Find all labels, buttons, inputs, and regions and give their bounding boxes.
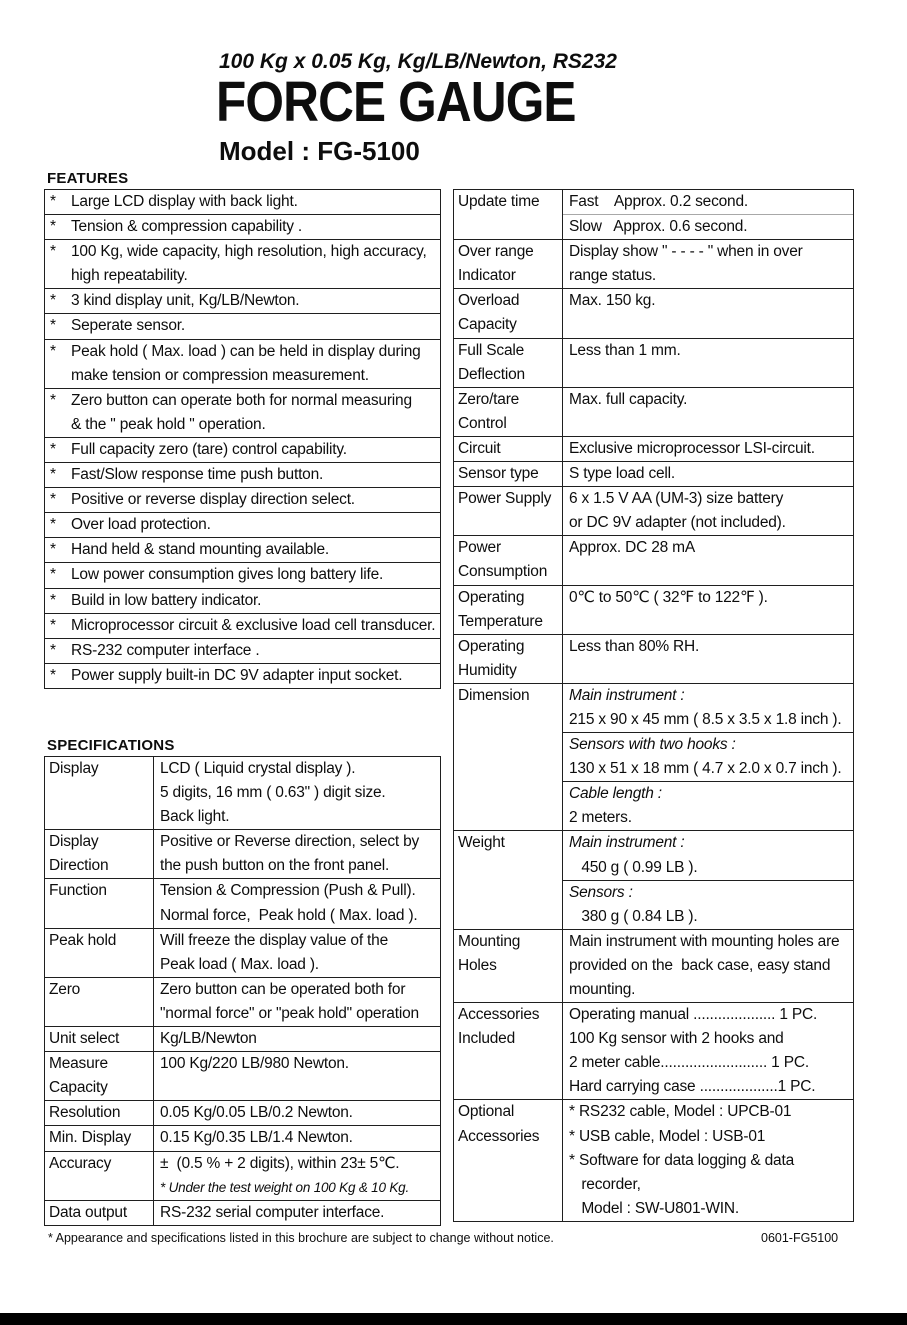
spec-label-cell <box>45 1101 154 1125</box>
spec-label-cell <box>45 830 154 878</box>
spec-value-cell <box>154 1126 440 1150</box>
right-spec-label-cell <box>454 635 563 683</box>
bullet-asterisk: * <box>50 516 57 534</box>
spec-value-line: ± (0.5 % + 2 digits), within 23± 5℃. <box>160 1154 400 1172</box>
right-spec-label-line: Holes <box>458 956 497 974</box>
spec-label-line: Capacity <box>49 1079 108 1097</box>
features-table <box>44 189 441 689</box>
spec-row <box>45 757 440 830</box>
right-spec-value-cell <box>563 462 853 486</box>
bullet-asterisk: * <box>50 317 57 335</box>
spec-label-line: Zero <box>49 980 81 998</box>
bullet-asterisk: * <box>50 616 57 634</box>
spec-value-line: Kg/LB/Newton <box>160 1030 257 1048</box>
right-spec-value-line: 2 meters. <box>569 809 632 827</box>
spec-row <box>45 1027 440 1052</box>
spec-value-line: * Under the test weight on 100 Kg & 10 Kg. <box>160 1179 410 1195</box>
bullet-asterisk: * <box>50 342 57 360</box>
features-heading: FEATURES <box>47 170 129 187</box>
spec-row <box>45 1126 440 1151</box>
specifications-table <box>44 756 441 1226</box>
right-spec-label-cell <box>454 289 563 337</box>
spec-row <box>45 830 440 879</box>
feature-line: Build in low battery indicator. <box>71 591 262 609</box>
feature-line: Large LCD display with back light. <box>71 193 298 210</box>
spec-row <box>45 978 440 1027</box>
bullet-asterisk: * <box>50 193 57 210</box>
spec-label-cell <box>45 879 154 927</box>
spec-value-line: the push button on the front panel. <box>160 857 390 875</box>
right-spec-label-cell <box>454 190 563 239</box>
right-spec-label-line: Circuit <box>458 439 501 457</box>
right-spec-row <box>454 635 853 684</box>
right-spec-value-group <box>563 240 853 288</box>
bullet-asterisk: * <box>50 666 57 684</box>
feature-line: Full capacity zero (tare) control capability. <box>71 440 347 458</box>
spec-value-group <box>154 879 440 927</box>
right-spec-value-line: Fast Approx. 0.2 second. <box>569 193 748 210</box>
spec-label-line: Display <box>49 833 99 851</box>
right-spec-label-line: Full Scale <box>458 341 525 359</box>
right-spec-value-group <box>563 215 853 239</box>
right-spec-value-line: Approx. DC 28 mA <box>569 539 696 557</box>
spec-value-group <box>154 978 440 1026</box>
feature-line: Microprocessor circuit & exclusive load cell transducer. <box>71 616 436 634</box>
spec-value-cell <box>154 978 440 1026</box>
right-spec-label-cell <box>454 339 563 387</box>
right-spec-label-cell <box>454 684 563 831</box>
right-spec-label-line: Accessories <box>458 1006 540 1024</box>
feature-row <box>45 190 440 215</box>
bullet-asterisk: * <box>50 391 57 409</box>
right-spec-label-line: Humidity <box>458 661 517 679</box>
right-spec-value-group <box>563 487 853 535</box>
right-spec-label-line: Accessories <box>458 1127 540 1145</box>
feature-row <box>45 289 440 314</box>
bullet-asterisk: * <box>50 243 57 261</box>
spec-label-line: Function <box>49 882 107 900</box>
feature-text <box>71 589 440 613</box>
right-spec-label-cell <box>454 1003 563 1099</box>
right-spec-value-group <box>563 462 853 486</box>
right-spec-row <box>454 586 853 635</box>
spec-value-cell <box>154 757 440 829</box>
feature-text <box>71 488 440 512</box>
spec-label-line: Peak hold <box>49 931 117 949</box>
spec-value-cell <box>154 1152 440 1200</box>
spec-value-line: Tension & Compression (Push & Pull). <box>160 882 416 900</box>
right-spec-label-line: Sensor type <box>458 465 539 483</box>
spec-value-group <box>154 1027 440 1051</box>
feature-line: high repeatability. <box>71 267 188 285</box>
right-spec-label-line: Indicator <box>458 267 516 285</box>
spec-value-line: 0.15 Kg/0.35 LB/1.4 Newton. <box>160 1129 353 1147</box>
right-spec-label-line: Included <box>458 1030 516 1048</box>
spec-value-line: Will freeze the display value of the <box>160 931 389 949</box>
spec-label-cell <box>45 757 154 829</box>
spec-label-cell <box>45 978 154 1026</box>
right-spec-value-line: * Software for data logging & data <box>569 1151 794 1169</box>
feature-row <box>45 215 440 240</box>
feature-line: RS-232 computer interface . <box>71 641 260 659</box>
right-spec-value-line: range status. <box>569 267 657 285</box>
right-spec-row <box>454 487 853 536</box>
spec-value-cell <box>154 1052 440 1100</box>
right-spec-value-line: or DC 9V adapter (not included). <box>569 514 786 532</box>
feature-row <box>45 488 440 513</box>
right-spec-value-group <box>563 339 853 363</box>
spec-value-group <box>154 1126 440 1150</box>
bullet-asterisk: * <box>50 641 57 659</box>
spec-value-line: Zero button can be operated both for <box>160 980 406 998</box>
spec-value-cell <box>154 929 440 977</box>
spec-value-line: Normal force, Peak hold ( Max. load ). <box>160 906 418 924</box>
right-spec-label-line: Dimension <box>458 686 530 704</box>
feature-line: 100 Kg, wide capacity, high resolution, high accuracy, <box>71 243 427 261</box>
right-spec-label-cell <box>454 240 563 288</box>
right-spec-value-line: S type load cell. <box>569 465 676 483</box>
bullet-asterisk: * <box>50 591 57 609</box>
right-spec-label-line: Deflection <box>458 365 525 383</box>
right-spec-value-cell <box>563 1003 853 1099</box>
spec-value-line: RS-232 serial computer interface. <box>160 1203 385 1221</box>
feature-row <box>45 438 440 463</box>
right-spec-value-group <box>563 437 853 461</box>
bullet-asterisk: * <box>50 218 57 236</box>
feature-text <box>71 639 440 663</box>
right-spec-row <box>454 684 853 832</box>
spec-value-line: 100 Kg/220 LB/980 Newton. <box>160 1055 349 1073</box>
feature-row <box>45 513 440 538</box>
right-spec-value-line: Hard carrying case ...................1 PC. <box>569 1078 816 1096</box>
right-spec-value-line: Cable length : <box>569 785 662 803</box>
right-spec-label-cell <box>454 586 563 634</box>
spec-label-line: Data output <box>49 1203 127 1221</box>
right-spec-label-line: Over range <box>458 243 534 261</box>
feature-row <box>45 240 440 289</box>
spec-label-line: Accuracy <box>49 1154 112 1172</box>
spec-label-line: Resolution <box>49 1104 121 1122</box>
right-spec-value-line: Max. 150 kg. <box>569 292 656 310</box>
right-spec-row <box>454 536 853 585</box>
feature-row <box>45 538 440 563</box>
right-spec-label-cell <box>454 930 563 1002</box>
spec-label-cell <box>45 1152 154 1200</box>
right-spec-label-cell <box>454 437 563 461</box>
right-spec-label-line: Capacity <box>458 316 517 334</box>
feature-line: Power supply built-in DC 9V adapter input socket. <box>71 666 403 684</box>
right-spec-row <box>454 289 853 338</box>
spec-label-line: Unit select <box>49 1030 120 1048</box>
spec-label-line: Measure <box>49 1055 108 1073</box>
bullet-asterisk: * <box>50 440 57 458</box>
feature-line: Hand held & stand mounting available. <box>71 541 329 559</box>
right-spec-row <box>454 339 853 388</box>
right-spec-label-line: Update time <box>458 193 540 210</box>
right-spec-value-line: Sensors : <box>569 883 633 901</box>
footer-code: 0601-FG5100 <box>761 1231 839 1245</box>
right-spec-value-group <box>563 388 853 412</box>
right-spec-value-line: * USB cable, Model : USB-01 <box>569 1127 766 1145</box>
right-spec-value-group <box>563 1003 853 1099</box>
spec-label-line: Direction <box>49 857 109 875</box>
spec-value-line: Positive or Reverse direction, select by <box>160 833 420 851</box>
right-spec-value-line: Sensors with two hooks : <box>569 736 736 754</box>
feature-text <box>71 563 440 587</box>
spec-row <box>45 929 440 978</box>
right-spec-value-group <box>563 831 853 880</box>
feature-line: & the " peak hold " operation. <box>71 415 266 433</box>
right-spec-value-group <box>563 684 853 733</box>
right-spec-value-cell <box>563 487 853 535</box>
right-spec-row <box>454 831 853 929</box>
right-spec-value-line: 380 g ( 0.84 LB ). <box>569 907 698 925</box>
right-spec-value-line: 0℃ to 50℃ ( 32℉ to 122℉ ). <box>569 588 768 606</box>
feature-text <box>71 463 440 487</box>
right-spec-value-line: 6 x 1.5 V AA (UM-3) size battery <box>569 490 784 508</box>
right-spec-label-line: Temperature <box>458 612 543 630</box>
product-title: FORCE GAUGE <box>216 70 576 134</box>
right-spec-value-line: Slow Approx. 0.6 second. <box>569 218 748 236</box>
spec-row <box>45 879 440 928</box>
feature-text <box>71 513 440 537</box>
right-spec-row <box>454 240 853 289</box>
right-spec-row <box>454 462 853 487</box>
spec-value-line: Peak load ( Max. load ). <box>160 955 319 973</box>
feature-line: make tension or compression measurement. <box>71 366 369 384</box>
right-spec-value-line: Main instrument with mounting holes are <box>569 932 840 950</box>
right-spec-value-group <box>563 1100 853 1220</box>
right-spec-value-line: Main instrument : <box>569 686 685 704</box>
bullet-asterisk: * <box>50 491 57 509</box>
spec-label-cell <box>45 1126 154 1150</box>
right-spec-value-cell <box>563 339 853 387</box>
feature-row <box>45 563 440 588</box>
right-spec-label-line: Consumption <box>458 563 548 581</box>
right-spec-label-line: Operating <box>458 637 525 655</box>
right-spec-value-group <box>563 733 853 782</box>
right-spec-label-line: Operating <box>458 588 525 606</box>
spec-label-cell <box>45 1201 154 1225</box>
right-spec-row <box>454 1100 853 1220</box>
right-spec-label-cell <box>454 388 563 436</box>
right-spec-value-line: mounting. <box>569 981 636 998</box>
footer-note: * Appearance and specifications listed in this brochure are subject to change without notice. <box>48 1231 554 1245</box>
spec-value-group <box>154 757 440 829</box>
right-spec-value-line: recorder, <box>569 1175 641 1193</box>
right-spec-value-line: Less than 1 mm. <box>569 341 681 359</box>
right-spec-value-line: Max. full capacity. <box>569 390 688 408</box>
feature-text <box>71 614 440 638</box>
right-spec-value-line: Display show " - - - - " when in over <box>569 243 803 261</box>
right-spec-value-group <box>563 782 853 830</box>
right-spec-value-cell <box>563 831 853 928</box>
feature-row <box>45 463 440 488</box>
right-spec-label-line: Control <box>458 414 507 432</box>
right-spec-value-line: 215 x 90 x 45 mm ( 8.5 x 3.5 x 1.8 inch ). <box>569 710 842 728</box>
feature-line: Over load protection. <box>71 516 211 534</box>
feature-line: Low power consumption gives long battery life. <box>71 566 384 584</box>
feature-line: Fast/Slow response time push button. <box>71 466 324 484</box>
spec-label-cell <box>45 1052 154 1100</box>
right-spec-value-group <box>563 635 853 659</box>
right-spec-value-group <box>563 930 853 1002</box>
spec-value-line: Back light. <box>160 808 230 826</box>
right-spec-value-cell <box>563 437 853 461</box>
right-spec-label-cell <box>454 536 563 584</box>
spec-label-line: Display <box>49 760 99 777</box>
right-spec-label-cell <box>454 1100 563 1220</box>
right-spec-value-cell <box>563 190 853 239</box>
feature-row <box>45 639 440 664</box>
spec-value-line: 0.05 Kg/0.05 LB/0.2 Newton. <box>160 1104 353 1122</box>
spec-row <box>45 1201 440 1225</box>
right-spec-value-cell <box>563 388 853 436</box>
spec-value-group <box>154 1152 440 1200</box>
right-spec-value-group <box>563 586 853 610</box>
right-spec-value-cell <box>563 930 853 1002</box>
spec-value-cell <box>154 1027 440 1051</box>
right-spec-value-line: provided on the back case, easy stand <box>569 956 831 974</box>
right-spec-value-line: * RS232 cable, Model : UPCB-01 <box>569 1103 792 1121</box>
bullet-asterisk: * <box>50 466 57 484</box>
feature-row <box>45 314 440 339</box>
feature-line: 3 kind display unit, Kg/LB/Newton. <box>71 292 300 310</box>
feature-row <box>45 614 440 639</box>
feature-text <box>71 538 440 562</box>
right-specifications-table <box>453 189 854 1222</box>
bullet-asterisk: * <box>50 566 57 584</box>
spec-value-cell <box>154 1101 440 1125</box>
right-spec-value-cell <box>563 289 853 337</box>
spec-value-group <box>154 1101 440 1125</box>
feature-row <box>45 340 440 389</box>
feature-line: Tension & compression capability . <box>71 218 302 236</box>
feature-line: Zero button can operate both for normal measuring <box>71 391 412 409</box>
feature-line: Seperate sensor. <box>71 317 185 335</box>
right-spec-row <box>454 388 853 437</box>
feature-text <box>71 340 440 388</box>
spec-row <box>45 1052 440 1101</box>
right-spec-row <box>454 190 853 240</box>
feature-text <box>71 664 440 688</box>
feature-text <box>71 215 440 239</box>
right-spec-value-line: Less than 80% RH. <box>569 637 700 655</box>
spec-label-cell <box>45 929 154 977</box>
right-spec-value-group <box>563 289 853 313</box>
spec-value-group <box>154 929 440 977</box>
right-spec-label-cell <box>454 831 563 928</box>
right-spec-value-cell <box>563 536 853 584</box>
spec-label-cell <box>45 1027 154 1051</box>
spec-label-line: Min. Display <box>49 1129 132 1147</box>
right-spec-value-line: 2 meter cable.......................... 1 PC. <box>569 1054 809 1072</box>
feature-text <box>71 190 440 214</box>
right-spec-value-group <box>563 881 853 929</box>
right-spec-value-cell <box>563 635 853 683</box>
feature-text <box>71 240 440 288</box>
product-subtitle: 100 Kg x 0.05 Kg, Kg/LB/Newton, RS232 <box>219 50 617 73</box>
right-spec-label-line: Mounting <box>458 932 521 950</box>
right-spec-value-line: 450 g ( 0.99 LB ). <box>569 858 698 876</box>
feature-line: Peak hold ( Max. load ) can be held in display during <box>71 342 421 360</box>
spec-value-cell <box>154 830 440 878</box>
feature-text <box>71 438 440 462</box>
bullet-asterisk: * <box>50 541 57 559</box>
right-spec-label-line: Power Supply <box>458 490 552 508</box>
right-spec-value-line: Operating manual .................... 1 PC. <box>569 1006 818 1024</box>
spec-value-group <box>154 830 440 878</box>
feature-text <box>71 289 440 313</box>
spec-value-group <box>154 1052 440 1076</box>
right-spec-label-cell <box>454 487 563 535</box>
right-spec-value-line: 130 x 51 x 18 mm ( 4.7 x 2.0 x 0.7 inch ). <box>569 760 842 778</box>
right-spec-label-line: Overload <box>458 292 520 310</box>
right-spec-value-line: 100 Kg sensor with 2 hooks and <box>569 1030 784 1048</box>
feature-text <box>71 389 440 437</box>
feature-row <box>45 389 440 438</box>
feature-row <box>45 589 440 614</box>
feature-row <box>45 664 440 688</box>
scan-bottom-bar <box>0 1313 907 1325</box>
specifications-heading: SPECIFICATIONS <box>47 737 175 754</box>
right-spec-label-line: Power <box>458 539 501 557</box>
feature-text <box>71 314 440 338</box>
right-spec-row <box>454 437 853 462</box>
right-spec-row <box>454 1003 853 1100</box>
right-spec-row <box>454 930 853 1003</box>
right-spec-value-cell <box>563 1100 853 1220</box>
right-spec-value-line: Exclusive microprocessor LSI-circuit. <box>569 439 815 457</box>
spec-row <box>45 1152 440 1201</box>
spec-value-line: LCD ( Liquid crystal display ). <box>160 760 356 777</box>
spec-row <box>45 1101 440 1126</box>
right-spec-value-line: Main instrument : <box>569 834 685 852</box>
right-spec-label-line: Weight <box>458 834 505 852</box>
right-spec-label-cell <box>454 462 563 486</box>
right-spec-value-group <box>563 190 853 215</box>
right-spec-label-line: Zero/tare <box>458 390 520 408</box>
right-spec-label-line: Optional <box>458 1103 515 1121</box>
bullet-asterisk: * <box>50 292 57 310</box>
right-spec-value-cell <box>563 684 853 831</box>
right-spec-value-line: Model : SW-U801-WIN. <box>569 1199 739 1217</box>
feature-line: Positive or reverse display direction select. <box>71 491 355 509</box>
spec-value-line: "normal force" or "peak hold" operation <box>160 1004 419 1022</box>
spec-value-group <box>154 1201 440 1225</box>
right-spec-value-group <box>563 536 853 560</box>
product-model: Model : FG-5100 <box>219 136 420 166</box>
spec-value-cell <box>154 879 440 927</box>
right-spec-value-cell <box>563 586 853 634</box>
right-spec-value-cell <box>563 240 853 288</box>
spec-value-line: 5 digits, 16 mm ( 0.63" ) digit size. <box>160 784 386 802</box>
spec-value-cell <box>154 1201 440 1225</box>
